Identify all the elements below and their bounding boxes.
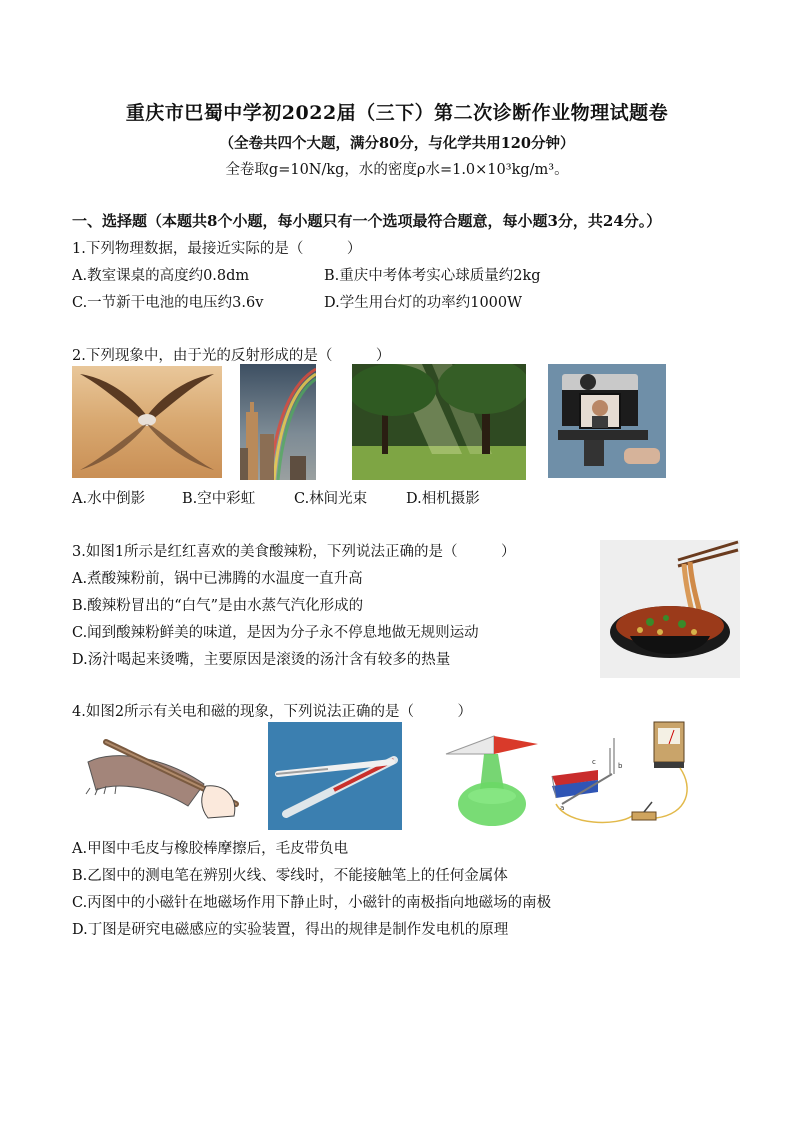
q2-option-d: D.相机摄影 — [406, 491, 480, 507]
q4-option-b: B.乙图中的测电笔在辨别火线、零线时，不能接触笔上的任何金属体 — [72, 868, 508, 884]
fur-rubbing-rod-figure — [76, 728, 242, 824]
q1-option-d: D.学生用台灯的功率约1000W — [324, 295, 523, 311]
exam-info: （全卷共四个大题，满分80分，与化学共用120分钟） — [219, 135, 575, 152]
forest-light-photo — [352, 364, 526, 480]
q1-option-c: C.一节新干电池的电压约3.6v — [72, 295, 264, 311]
q3-stem: 3.如图1所示是红红喜欢的美食酸辣粉，下列说法正确的是（ ） — [72, 544, 516, 560]
q3-option-b: B.酸辣粉冒出的“白气”是由水蒸气汽化形成的 — [72, 598, 364, 614]
q1-option-a: A.教室课桌的高度约0.8dm — [72, 268, 250, 284]
q1-stem: 1.下列物理数据，最接近实际的是（ ） — [72, 241, 362, 257]
q3-option-c: C.闻到酸辣粉鲜美的味道，是因为分子永不停息地做无规则运动 — [72, 625, 479, 641]
label-a: a — [560, 804, 565, 812]
q4-option-c: C.丙图中的小磁针在地磁场作用下静止时，小磁针的南极指向地磁场的南极 — [72, 895, 552, 911]
q2-options — [72, 487, 480, 508]
q4-option-d: D.丁图是研究电磁感应的实验装置，得出的规律是制作发电机的原理 — [72, 922, 509, 938]
rainbow-city-photo — [240, 364, 316, 480]
q3-option-a: A.煮酸辣粉前，锅中已沸腾的水温度一直升高 — [72, 571, 363, 587]
q1-option-b: B.重庆中考体考实心球质量约2kg — [324, 268, 541, 284]
compass-stand-figure — [444, 730, 540, 830]
q3-option-d: D.汤汁喝起来烫嘴，主要原因是滚烫的汤汁含有较多的热量 — [72, 652, 451, 668]
electromagnetic-induction-figure — [548, 718, 698, 830]
q4-option-a: A.甲图中毛皮与橡胶棒摩擦后，毛皮带负电 — [72, 841, 349, 857]
test-pen-photo — [268, 722, 402, 830]
noodle-bowl-photo — [600, 540, 740, 678]
q2-option-c: C.林间光束 — [294, 491, 368, 507]
label-b: b — [618, 762, 623, 770]
q2-stem: 2.下列现象中，由于光的反射形成的是（ ） — [72, 348, 391, 364]
q4-stem: 4.如图2所示有关电和磁的现象，下列说法正确的是（ ） — [72, 704, 473, 720]
section-heading: 一、选择题（本题共8个小题，每小题只有一个选项最符合题意，每小题3分，共24分。） — [72, 212, 662, 230]
camera-photo — [548, 364, 666, 478]
q2-option-b: B.空中彩虹 — [182, 491, 256, 507]
q2-option-a: A.水中倒影 — [72, 491, 146, 507]
constants-note: 全卷取g=10N/kg，水的密度ρ水=1.0×10³kg/m³。 — [225, 162, 569, 178]
bird-reflection-photo — [72, 366, 222, 478]
label-c: c — [592, 758, 596, 766]
document-title: 重庆市巴蜀中学初2022届（三下）第二次诊断作业物理试题卷 — [125, 102, 669, 124]
